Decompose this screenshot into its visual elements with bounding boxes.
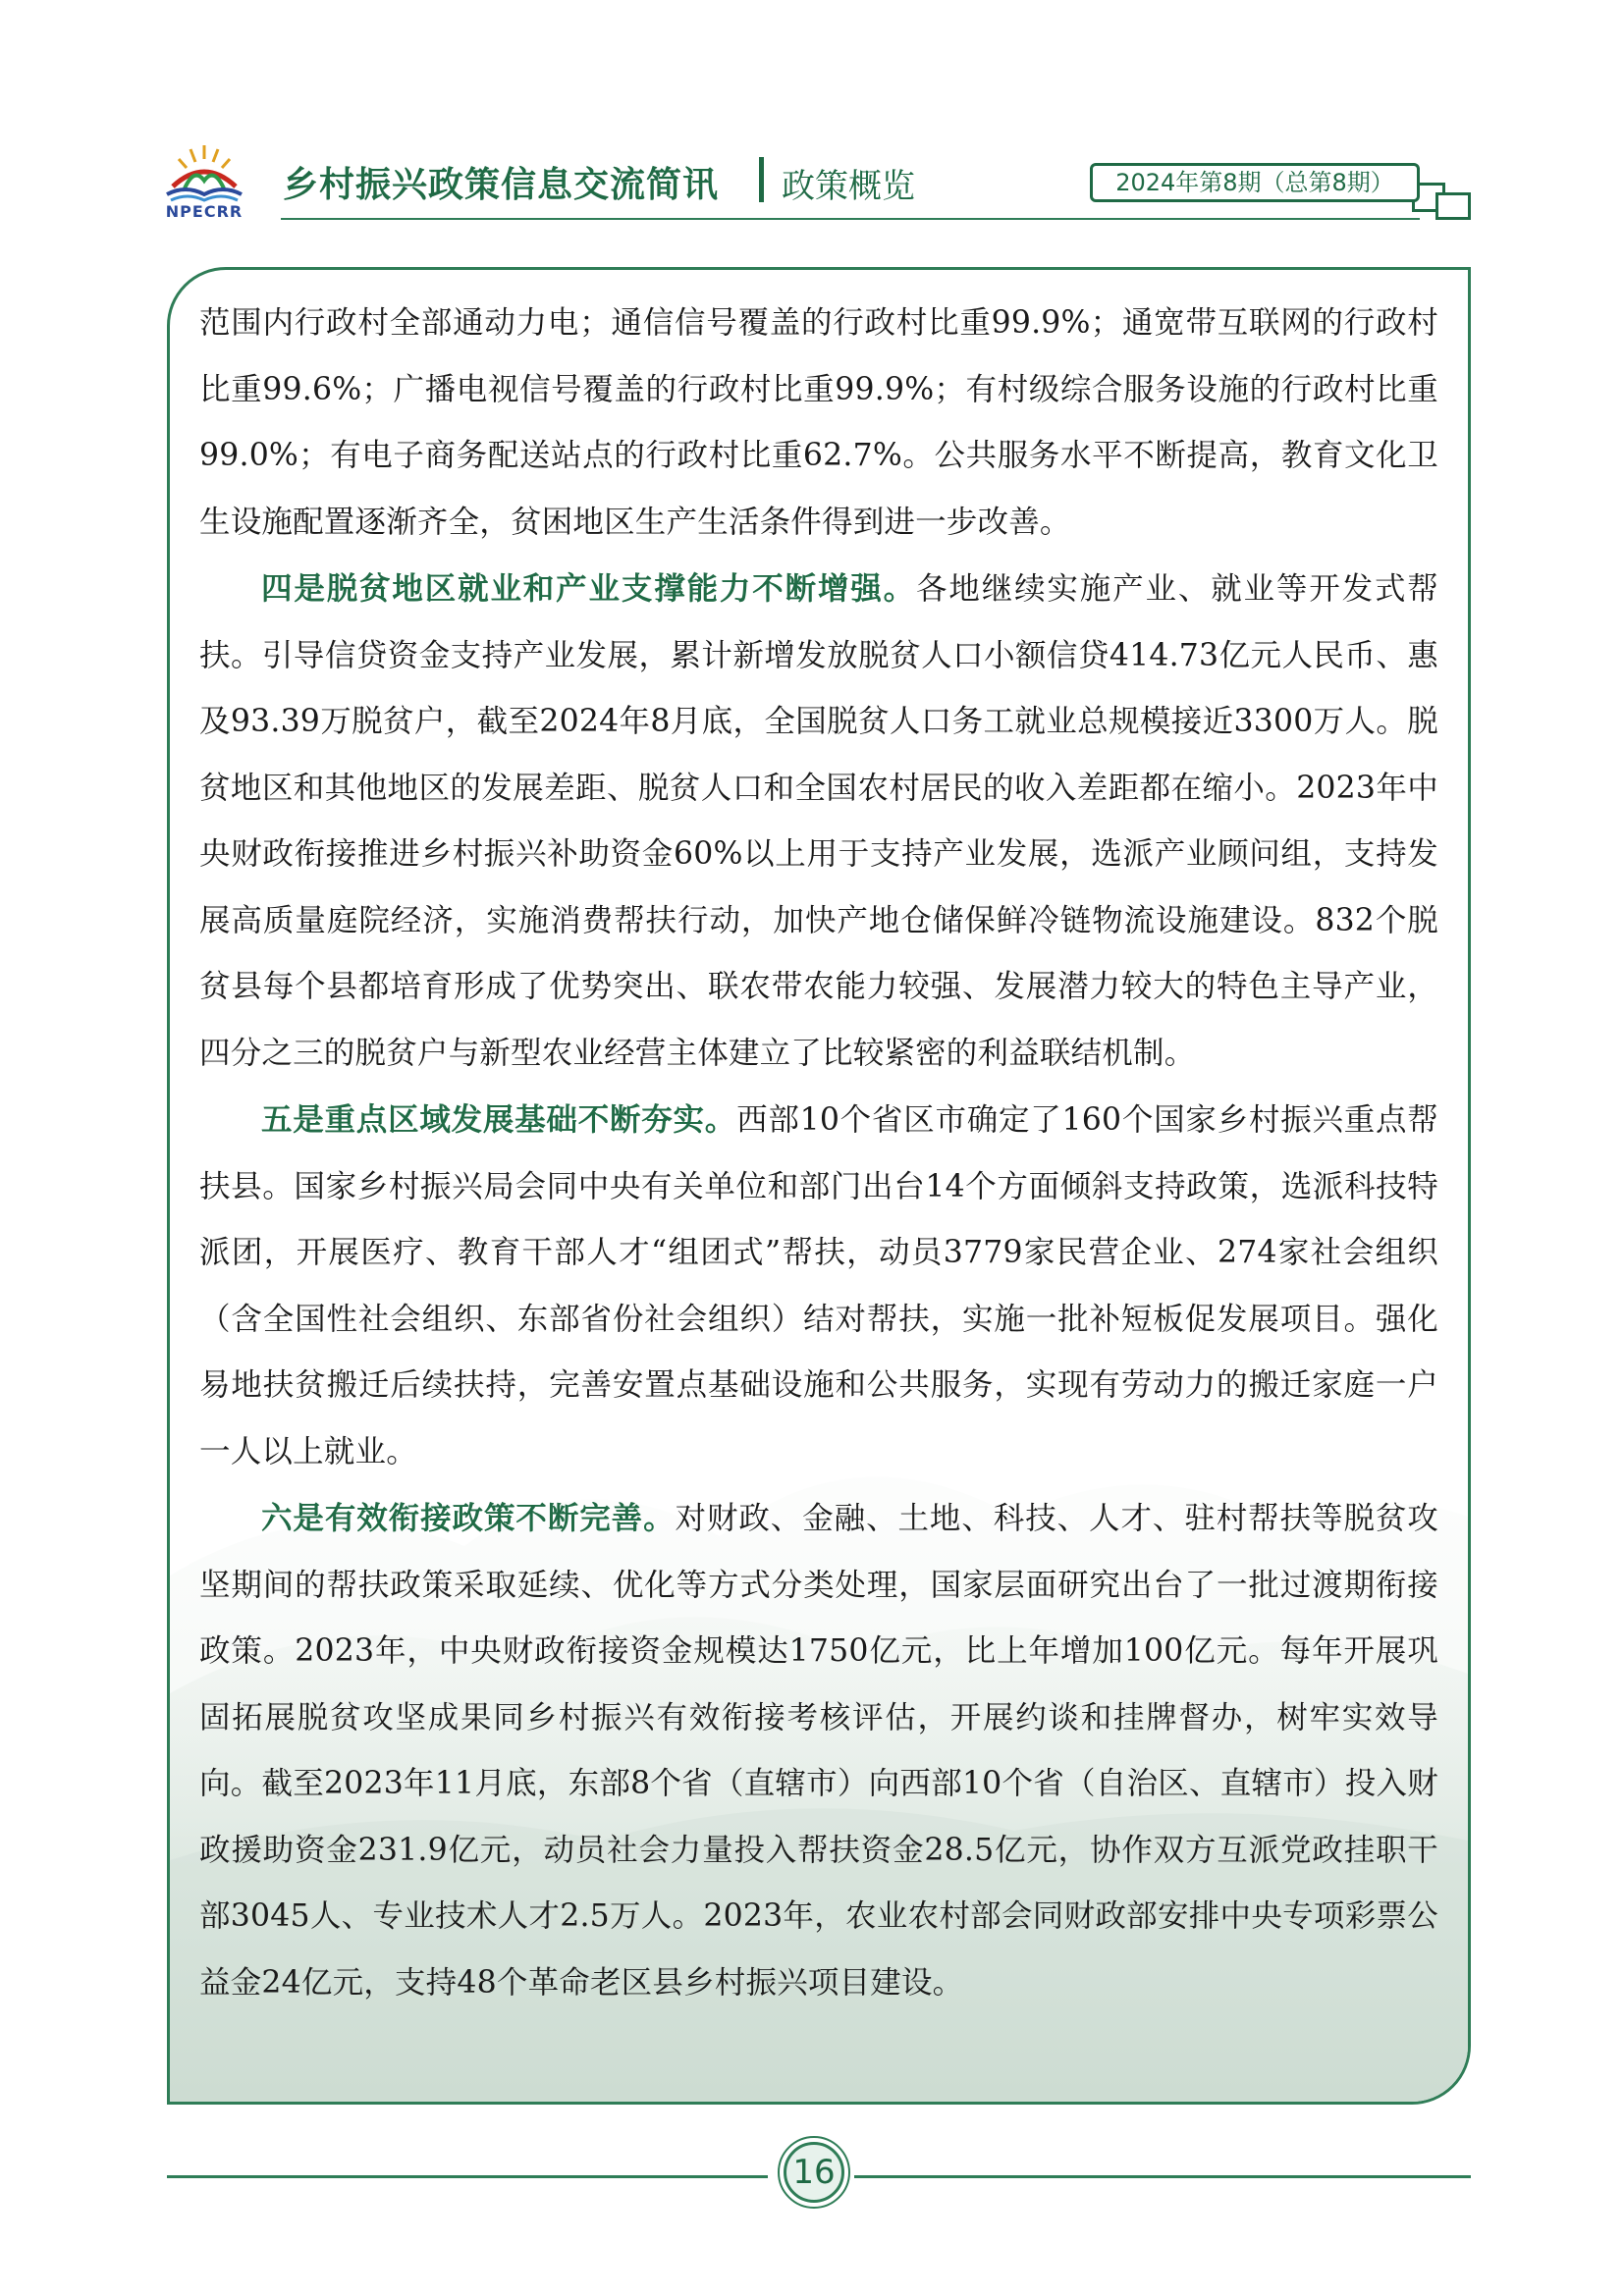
- page-number: 16: [784, 2142, 844, 2203]
- content-frame: [167, 267, 1471, 2105]
- paragraph: [199, 556, 1438, 1087]
- page-header: [0, 0, 1624, 236]
- logo-text: NPECRR: [165, 202, 244, 221]
- section-name: 政策概览: [782, 167, 915, 206]
- npecrr-logo-icon: [155, 137, 253, 236]
- article-body: [199, 290, 1438, 2016]
- paragraph-text: 对财政、金融、土地、科技、人才、驻村帮扶等脱贫攻坚期间的帮扶政策采取延续、优化等方式分类处理，国家层面研究出台了一批过渡期衔接政策。2023年，中央财政衔接资金规模达1750亿元，比上年增加100亿元。每年开展巩固拓展脱贫攻坚成果同乡村振兴有效衔接考核评估，开展约谈和挂牌督办，树牢实效导向。截至2023年11月底，东部8个省（直辖市）向西部10个省（自治区、直辖市）投入财政援助资金231.9亿元，动员社会力量投入帮扶资金28.5亿元，协作双方互派党政挂职干部3045人、专业技术人才2.5万人。2023年，农业农村部会同财政部安排中央专项彩票公益金24亿元，支持48个革命老区县乡村振兴项目建设。: [199, 1501, 1438, 2001]
- publication-title: 乡村振兴政策信息交流简讯: [283, 165, 720, 205]
- paragraph-text: 范围内行政村全部通动力电；通信信号覆盖的行政村比重99.9%；通宽带互联网的行政村比重99.6%；广播电视信号覆盖的行政村比重99.9%；有村级综合服务设施的行政村比重99.0%；有电子商务配送站点的行政村比重62.7%。公共服务水平不断提高，教育文化卫生设施配置逐渐齐全，贫困地区生产生活条件得到进一步改善。: [199, 305, 1438, 540]
- issue-box-decoration: [1435, 192, 1471, 220]
- footer-divider-right: [854, 2175, 1471, 2178]
- paragraph: [199, 290, 1438, 556]
- paragraph-lead: 六是有效衔接政策不断完善。: [261, 1500, 676, 1536]
- paragraph-lead: 四是脱贫地区就业和产业支撑能力不断增强。: [261, 570, 917, 607]
- issue-label: 2024年第8期（总第8期）: [1090, 163, 1420, 202]
- paragraph-text: 各地继续实施产业、就业等开发式帮扶。引导信贷资金支持产业发展，累计新增发放脱贫人口小额信贷414.73亿元人民币、惠及93.39万脱贫户，截至2024年8月底，全国脱贫人口务工就业总规模接近3300万人。脱贫地区和其他地区的发展差距、脱贫人口和全国农村居民的收入差距都在缩小。2023年中央财政衔接推进乡村振兴补助资金60%以上用于支持产业发展，选派产业顾问组，支持发展高质量庭院经济，实施消费帮扶行动，加快产地仓储保鲜冷链物流设施建设。832个脱贫县每个县都培育形成了优势突出、联农带农能力较强、发展潜力较大的特色主导产业，四分之三的脱贫户与新型农业经营主体建立了比较紧密的利益联结机制。: [199, 571, 1438, 1071]
- header-divider: [281, 218, 1420, 220]
- paragraph: [199, 1087, 1438, 1485]
- title-divider: [759, 157, 764, 202]
- paragraph: [199, 1485, 1438, 2016]
- paragraph-lead: 五是重点区域发展基础不断夯实。: [261, 1101, 737, 1138]
- footer-divider-left: [167, 2175, 768, 2178]
- paragraph-text: 西部10个省区市确定了160个国家乡村振兴重点帮扶县。国家乡村振兴局会同中央有关单位和部门出台14个方面倾斜支持政策，选派科技特派团，开展医疗、教育干部人才“组团式”帮扶，动员3779家民营企业、274家社会组织（含全国性社会组织、东部省份社会组织）结对帮扶，实施一批补短板促发展项目。强化易地扶贫搬迁后续扶持，完善安置点基础设施和公共服务，实现有劳动力的搬迁家庭一户一人以上就业。: [199, 1102, 1438, 1469]
